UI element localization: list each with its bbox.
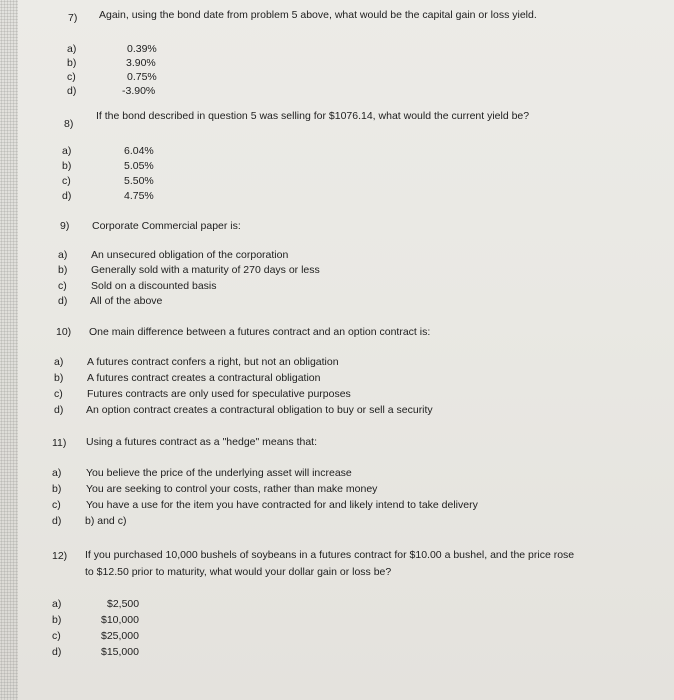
question-text-line-1: If you purchased 10,000 bushels of soybeans in a futures contract for $10.00 a bushel, and the price rose [85, 549, 575, 561]
question-number: 11) [52, 437, 67, 449]
question-number: 8) [64, 118, 74, 130]
question-text: If the bond described in question 5 was selling for $1076.14, what would the current yield be? [96, 110, 530, 122]
question-number: 9) [60, 220, 70, 232]
question-number: 7) [68, 12, 78, 24]
question-text: One main difference between a futures contract and an option contract is: [89, 326, 431, 338]
question-text: Again, using the bond date from problem 5 above, what would be the capital gain or loss yield. [99, 9, 537, 21]
question-text: Corporate Commercial paper is: [92, 220, 241, 232]
question-text: Using a futures contract as a "hedge" means that: [86, 436, 317, 448]
worksheet-page: 7) Again, using the bond date from problem 5 above, what would be the capital gain or loss yield. a) 0.39% b) 3.90% c) 0.75% d) -3.90% 8) If the bond described in question 5 was selling for $1076.14, what would the current yield be? a) 6.04% b) 5.05% c) 5.50% d) 4.75% 9) Corporate Commercial paper is: a) An unsecured obligation of the corporation b) Generally sold with a maturity of 270 days or less c) Sold on a discounted basis d) All of the above 10) One main difference between a futures contract and an option contract is: a) A futures contract confers a right, but not an obligation b) A futures contract creates a contractural obligation c) Futures contracts are only used for speculative purposes d) An option contract creates a contractural obligation to buy or sell a security 11) Using a futures contract as a "hedge" means that: a) You believe the price of the underlying asset will increase b) You are seeking to control your costs, rather than make money c) You have a use for the item you have contracted for and likely intend to take delivery d) b) and c) 12) If you purchased 10,000 bushels of soybeans in a futures contract for $10.00 a bushel, and the price rose to $12.50 prior to maturity, what would your dollar gain or loss be? a) $2,500 b) $10,000 c) $25,000 d) $15,000 [0, 0, 674, 700]
question-number: 10) [56, 326, 72, 338]
binder-edge [0, 0, 18, 700]
question-number: 12) [52, 550, 68, 562]
question-text-line-2: to $12.50 prior to maturity, what would your dollar gain or loss be? [85, 566, 392, 578]
